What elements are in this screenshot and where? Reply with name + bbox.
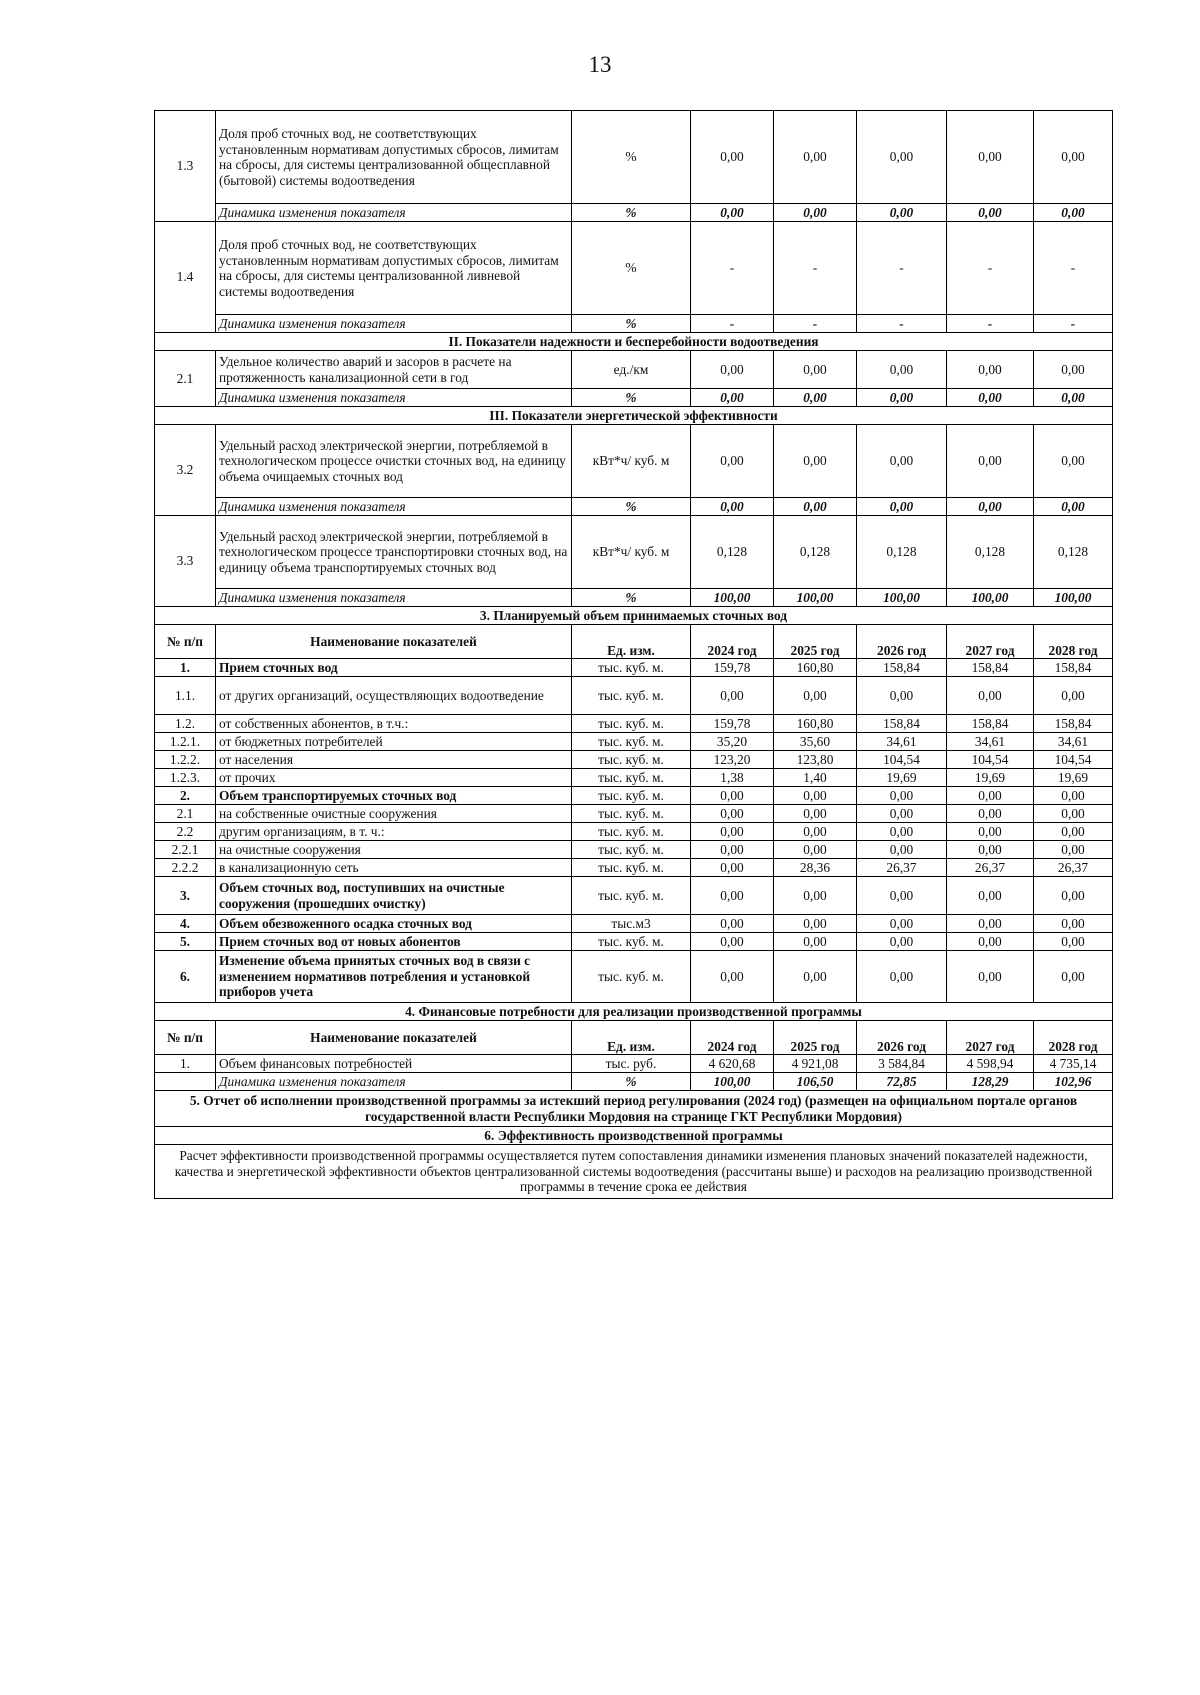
indicator-name: на собственные очистные сооружения: [216, 805, 572, 823]
value-cell: 0,00: [1034, 111, 1113, 204]
volume-row: [155, 677, 1113, 715]
value-cell: 0,00: [774, 111, 857, 204]
indicator-name: от прочих: [216, 769, 572, 787]
value-cell: 0,00: [947, 351, 1034, 389]
empty-cell: [155, 1073, 216, 1091]
row-number: 2.: [155, 787, 216, 805]
value-cell: 0,00: [691, 915, 774, 933]
indicator-row: [155, 111, 1113, 204]
row-number: 2.2.2: [155, 859, 216, 877]
volume-row: [155, 823, 1113, 841]
section-4-title: 4. Финансовые потребности для реализации производственной программы: [155, 1003, 1113, 1021]
header-year: 2027 год: [947, 1021, 1034, 1055]
indicator-row: [155, 516, 1113, 589]
unit-cell: %: [572, 222, 691, 315]
value-cell: 4 598,94: [947, 1055, 1034, 1073]
dynamics-value: 0,00: [947, 204, 1034, 222]
value-cell: 0,00: [857, 933, 947, 951]
value-cell: 0,00: [947, 425, 1034, 498]
dynamics-value: -: [774, 315, 857, 333]
dynamics-value: 0,00: [857, 498, 947, 516]
value-cell: 28,36: [774, 859, 857, 877]
value-cell: 0,128: [947, 516, 1034, 589]
header-year: 2024 год: [691, 1021, 774, 1055]
table-header-row: [155, 625, 1113, 659]
unit-cell: кВт*ч/ куб. м: [572, 425, 691, 498]
row-number: 2.2: [155, 823, 216, 841]
row-number: 2.2.1: [155, 841, 216, 859]
row-number: 1.2.3.: [155, 769, 216, 787]
section-title-row: [155, 1127, 1113, 1145]
header-unit: Ед. изм.: [572, 1021, 691, 1055]
value-cell: 0,00: [857, 915, 947, 933]
dynamics-value: 0,00: [857, 204, 947, 222]
program-table-body: [155, 111, 1113, 1199]
dynamics-value: -: [1034, 315, 1113, 333]
dynamics-value: 0,00: [947, 389, 1034, 407]
finance-row: [155, 1055, 1113, 1073]
value-cell: 158,84: [947, 715, 1034, 733]
unit-cell: тыс. куб. м.: [572, 769, 691, 787]
row-number: 3.3: [155, 516, 216, 607]
volume-row: [155, 733, 1113, 751]
value-cell: 0,00: [857, 111, 947, 204]
value-cell: 0,00: [691, 877, 774, 915]
value-cell: 158,84: [1034, 715, 1113, 733]
section-2-title: II. Показатели надежности и бесперебойности водоотведения: [155, 333, 1113, 351]
unit-cell: %: [572, 315, 691, 333]
dynamics-value: 0,00: [774, 498, 857, 516]
value-cell: 158,84: [947, 659, 1034, 677]
unit-cell: тыс. куб. м.: [572, 787, 691, 805]
dynamics-label: Динамика изменения показателя: [216, 589, 572, 607]
value-cell: 0,00: [1034, 677, 1113, 715]
page-number: 13: [588, 52, 612, 77]
value-cell: 0,00: [857, 787, 947, 805]
dynamics-label: Динамика изменения показателя: [216, 315, 572, 333]
dynamics-label: Динамика изменения показателя: [216, 389, 572, 407]
unit-cell: тыс. куб. м.: [572, 677, 691, 715]
unit-cell: %: [572, 204, 691, 222]
value-cell: 26,37: [857, 859, 947, 877]
indicator-name: Удельное количество аварий и засоров в расчете на протяженность канализационной сети в год: [216, 351, 572, 389]
value-cell: 4 620,68: [691, 1055, 774, 1073]
header-year: 2027 год: [947, 625, 1034, 659]
section-title-row: [155, 607, 1113, 625]
value-cell: 0,00: [947, 951, 1034, 1003]
dynamics-value: 128,29: [947, 1073, 1034, 1091]
value-cell: -: [774, 222, 857, 315]
dynamics-value: 0,00: [1034, 498, 1113, 516]
section-5-title: 5. Отчет об исполнении производственной программы за истекший период регулирования (2024 год) (размещен на официальном портале органов государственной власти Республики Мордовия на странице ГКТ Республики Мордовия): [155, 1091, 1113, 1127]
value-cell: 0,00: [857, 425, 947, 498]
row-number: 1.4: [155, 222, 216, 333]
value-cell: 0,00: [1034, 805, 1113, 823]
unit-cell: %: [572, 589, 691, 607]
indicator-name: другим организациям, в т. ч.:: [216, 823, 572, 841]
value-cell: 0,00: [857, 877, 947, 915]
value-cell: 0,00: [691, 425, 774, 498]
value-cell: 0,00: [1034, 823, 1113, 841]
row-number: 1.: [155, 1055, 216, 1073]
dynamics-value: 100,00: [691, 1073, 774, 1091]
indicator-name: Прием сточных вод от новых абонентов: [216, 933, 572, 951]
value-cell: 158,84: [857, 715, 947, 733]
value-cell: 0,00: [947, 933, 1034, 951]
value-cell: 0,128: [857, 516, 947, 589]
value-cell: 0,00: [691, 787, 774, 805]
value-cell: 159,78: [691, 659, 774, 677]
header-num: № п/п: [155, 625, 216, 659]
dynamics-row: [155, 589, 1113, 607]
dynamics-value: 0,00: [1034, 389, 1113, 407]
dynamics-value: 100,00: [774, 589, 857, 607]
value-cell: 0,00: [691, 805, 774, 823]
table-header-row: [155, 1021, 1113, 1055]
value-cell: 0,00: [774, 915, 857, 933]
unit-cell: тыс.м3: [572, 915, 691, 933]
header-name: Наименование показателей: [216, 625, 572, 659]
dynamics-value: 106,50: [774, 1073, 857, 1091]
indicator-name: Объем сточных вод, поступивших на очистные сооружения (прошедших очистку): [216, 877, 572, 915]
row-number: 1.2.1.: [155, 733, 216, 751]
dynamics-value: 100,00: [947, 589, 1034, 607]
unit-cell: тыс. куб. м.: [572, 877, 691, 915]
unit-cell: %: [572, 1073, 691, 1091]
dynamics-row: [155, 389, 1113, 407]
value-cell: 0,00: [691, 841, 774, 859]
value-cell: 158,84: [1034, 659, 1113, 677]
row-number: 4.: [155, 915, 216, 933]
volume-row: [155, 877, 1113, 915]
value-cell: 104,54: [1034, 751, 1113, 769]
row-number: 2.1: [155, 351, 216, 407]
value-cell: 123,80: [774, 751, 857, 769]
header-num: № п/п: [155, 1021, 216, 1055]
indicator-name: от собственных абонентов, в т.ч.:: [216, 715, 572, 733]
row-number: 5.: [155, 933, 216, 951]
value-cell: 19,69: [947, 769, 1034, 787]
value-cell: -: [1034, 222, 1113, 315]
row-number: 2.1: [155, 805, 216, 823]
indicator-name: Объем транспортируемых сточных вод: [216, 787, 572, 805]
value-cell: 0,00: [774, 933, 857, 951]
dynamics-label: Динамика изменения показателя: [216, 204, 572, 222]
value-cell: 0,00: [774, 425, 857, 498]
volume-row: [155, 751, 1113, 769]
value-cell: -: [857, 222, 947, 315]
value-cell: 0,00: [691, 823, 774, 841]
indicator-name: от населения: [216, 751, 572, 769]
unit-cell: %: [572, 111, 691, 204]
value-cell: 0,00: [857, 951, 947, 1003]
value-cell: 0,00: [1034, 933, 1113, 951]
value-cell: 0,00: [857, 351, 947, 389]
dynamics-row: [155, 315, 1113, 333]
volume-row: [155, 787, 1113, 805]
value-cell: 0,00: [857, 677, 947, 715]
header-year: 2026 год: [857, 625, 947, 659]
value-cell: 1,40: [774, 769, 857, 787]
value-cell: 0,00: [774, 677, 857, 715]
value-cell: 0,128: [774, 516, 857, 589]
indicator-name: на очистные сооружения: [216, 841, 572, 859]
header-year: 2026 год: [857, 1021, 947, 1055]
header-year: 2028 год: [1034, 1021, 1113, 1055]
unit-cell: ед./км: [572, 351, 691, 389]
dynamics-label: Динамика изменения показателя: [216, 498, 572, 516]
indicator-row: [155, 351, 1113, 389]
value-cell: 0,00: [1034, 787, 1113, 805]
value-cell: 0,00: [947, 677, 1034, 715]
unit-cell: тыс. куб. м.: [572, 841, 691, 859]
value-cell: 0,00: [947, 787, 1034, 805]
row-number: 1.3: [155, 111, 216, 222]
value-cell: 159,78: [691, 715, 774, 733]
dynamics-row: [155, 1073, 1113, 1091]
value-cell: 0,00: [774, 805, 857, 823]
unit-cell: тыс. куб. м.: [572, 951, 691, 1003]
volume-row: [155, 769, 1113, 787]
value-cell: -: [691, 222, 774, 315]
value-cell: 0,00: [947, 841, 1034, 859]
value-cell: 0,00: [774, 823, 857, 841]
unit-cell: тыс. куб. м.: [572, 751, 691, 769]
value-cell: 0,00: [774, 951, 857, 1003]
value-cell: 0,00: [774, 351, 857, 389]
dynamics-value: 0,00: [774, 204, 857, 222]
value-cell: 0,00: [1034, 841, 1113, 859]
section-6-title: 6. Эффективность производственной программы: [155, 1127, 1113, 1145]
volume-row: [155, 933, 1113, 951]
header-name: Наименование показателей: [216, 1021, 572, 1055]
value-cell: 34,61: [947, 733, 1034, 751]
header-unit: Ед. изм.: [572, 625, 691, 659]
value-cell: 0,00: [774, 787, 857, 805]
value-cell: 19,69: [857, 769, 947, 787]
indicator-name: от других организаций, осуществляющих водоотведение: [216, 677, 572, 715]
indicator-name: Удельный расход электрической энергии, потребляемой в технологическом процессе очистки сточных вод, на единицу объема очищаемых сточных вод: [216, 425, 572, 498]
indicator-name: Доля проб сточных вод, не соответствующих установленным нормативам допустимых сбросов, лимитам на сбросы, для системы централизованной ливневой системы водоотведения: [216, 222, 572, 315]
value-cell: 0,00: [947, 805, 1034, 823]
dynamics-row: [155, 204, 1113, 222]
value-cell: 4 921,08: [774, 1055, 857, 1073]
indicator-name: в канализационную сеть: [216, 859, 572, 877]
unit-cell: тыс. куб. м.: [572, 805, 691, 823]
section-title-row: [155, 407, 1113, 425]
value-cell: 123,20: [691, 751, 774, 769]
dynamics-value: 0,00: [691, 498, 774, 516]
header-year: 2025 год: [774, 625, 857, 659]
value-cell: 0,128: [691, 516, 774, 589]
value-cell: 0,00: [947, 823, 1034, 841]
indicator-name: Прием сточных вод: [216, 659, 572, 677]
dynamics-value: -: [691, 315, 774, 333]
header-year: 2024 год: [691, 625, 774, 659]
header-year: 2028 год: [1034, 625, 1113, 659]
value-cell: 104,54: [857, 751, 947, 769]
dynamics-value: 102,96: [1034, 1073, 1113, 1091]
value-cell: 0,00: [947, 111, 1034, 204]
value-cell: 35,60: [774, 733, 857, 751]
row-number: 6.: [155, 951, 216, 1003]
value-cell: 160,80: [774, 659, 857, 677]
program-table: [154, 110, 1113, 1199]
indicator-row: [155, 425, 1113, 498]
dynamics-value: 100,00: [1034, 589, 1113, 607]
dynamics-value: 0,00: [857, 389, 947, 407]
value-cell: 0,00: [691, 951, 774, 1003]
value-cell: 0,00: [691, 859, 774, 877]
value-cell: 160,80: [774, 715, 857, 733]
value-cell: 0,00: [947, 915, 1034, 933]
value-cell: 19,69: [1034, 769, 1113, 787]
value-cell: 0,00: [1034, 951, 1113, 1003]
unit-cell: тыс. куб. м.: [572, 715, 691, 733]
value-cell: 0,00: [691, 677, 774, 715]
dynamics-value: -: [947, 315, 1034, 333]
dynamics-value: 0,00: [691, 389, 774, 407]
section-3-energy-title: III. Показатели энергетической эффективности: [155, 407, 1113, 425]
indicator-row: [155, 222, 1113, 315]
indicator-name: Объем обезвоженного осадка сточных вод: [216, 915, 572, 933]
unit-cell: тыс. куб. м.: [572, 933, 691, 951]
volume-row: [155, 659, 1113, 677]
section-5-row: [155, 1091, 1113, 1127]
value-cell: 34,61: [1034, 733, 1113, 751]
dynamics-value: 100,00: [691, 589, 774, 607]
value-cell: 0,00: [857, 841, 947, 859]
value-cell: 158,84: [857, 659, 947, 677]
unit-cell: тыс. куб. м.: [572, 733, 691, 751]
value-cell: 0,00: [1034, 425, 1113, 498]
value-cell: 0,00: [1034, 351, 1113, 389]
value-cell: 0,00: [691, 933, 774, 951]
indicator-name: Доля проб сточных вод, не соответствующих установленным нормативам допустимых сбросов, лимитам на сбросы, для системы централизованной общесплавной (бытовой) системы водоотведения: [216, 111, 572, 204]
dynamics-value: 0,00: [774, 389, 857, 407]
value-cell: 0,00: [691, 111, 774, 204]
value-cell: 0,00: [1034, 915, 1113, 933]
dynamics-label: Динамика изменения показателя: [216, 1073, 572, 1091]
unit-cell: тыс. куб. м.: [572, 859, 691, 877]
indicator-name: от бюджетных потребителей: [216, 733, 572, 751]
value-cell: 34,61: [857, 733, 947, 751]
row-number: 1.1.: [155, 677, 216, 715]
row-number: 3.: [155, 877, 216, 915]
dynamics-value: 100,00: [857, 589, 947, 607]
volume-row: [155, 715, 1113, 733]
value-cell: 0,00: [691, 351, 774, 389]
value-cell: 0,00: [774, 841, 857, 859]
row-number: 1.2.: [155, 715, 216, 733]
dynamics-value: 72,85: [857, 1073, 947, 1091]
value-cell: 35,20: [691, 733, 774, 751]
unit-cell: тыс. руб.: [572, 1055, 691, 1073]
value-cell: 4 735,14: [1034, 1055, 1113, 1073]
dynamics-value: 0,00: [691, 204, 774, 222]
unit-cell: %: [572, 498, 691, 516]
dynamics-value: -: [857, 315, 947, 333]
dynamics-value: 0,00: [947, 498, 1034, 516]
value-cell: 3 584,84: [857, 1055, 947, 1073]
volume-row: [155, 805, 1113, 823]
value-cell: 0,128: [1034, 516, 1113, 589]
section-3-volume-title: 3. Планируемый объем принимаемых сточных вод: [155, 607, 1113, 625]
value-cell: 0,00: [947, 877, 1034, 915]
value-cell: 104,54: [947, 751, 1034, 769]
volume-row: [155, 859, 1113, 877]
row-number: 1.: [155, 659, 216, 677]
row-number: 3.2: [155, 425, 216, 516]
dynamics-row: [155, 498, 1113, 516]
value-cell: 1,38: [691, 769, 774, 787]
value-cell: 0,00: [857, 823, 947, 841]
volume-row: [155, 915, 1113, 933]
unit-cell: тыс. куб. м.: [572, 823, 691, 841]
value-cell: 26,37: [1034, 859, 1113, 877]
unit-cell: %: [572, 389, 691, 407]
indicator-name: Изменение объема принятых сточных вод в связи с изменением нормативов потребления и установкой приборов учета: [216, 951, 572, 1003]
unit-cell: тыс. куб. м.: [572, 659, 691, 677]
section-6-text-row: [155, 1145, 1113, 1199]
section-title-row: [155, 333, 1113, 351]
value-cell: 0,00: [1034, 877, 1113, 915]
value-cell: 0,00: [774, 877, 857, 915]
value-cell: 0,00: [857, 805, 947, 823]
section-title-row: [155, 1003, 1113, 1021]
value-cell: -: [947, 222, 1034, 315]
row-number: 1.2.2.: [155, 751, 216, 769]
volume-row: [155, 951, 1113, 1003]
indicator-name: Объем финансовых потребностей: [216, 1055, 572, 1073]
header-year: 2025 год: [774, 1021, 857, 1055]
value-cell: 26,37: [947, 859, 1034, 877]
section-6-text: Расчет эффективности производственной программы осуществляется путем сопоставления динамики изменения плановых значений показателей надежности, качества и энергетической эффективности объектов централизованной системы водоотведения (рассчитаны выше) и расходов на реализацию производственной программы в течение срока ее действия: [155, 1145, 1113, 1199]
unit-cell: кВт*ч/ куб. м: [572, 516, 691, 589]
dynamics-value: 0,00: [1034, 204, 1113, 222]
indicator-name: Удельный расход электрической энергии, потребляемой в технологическом процессе транспортировки сточных вод, на единицу объема транспортируемых сточных вод: [216, 516, 572, 589]
volume-row: [155, 841, 1113, 859]
